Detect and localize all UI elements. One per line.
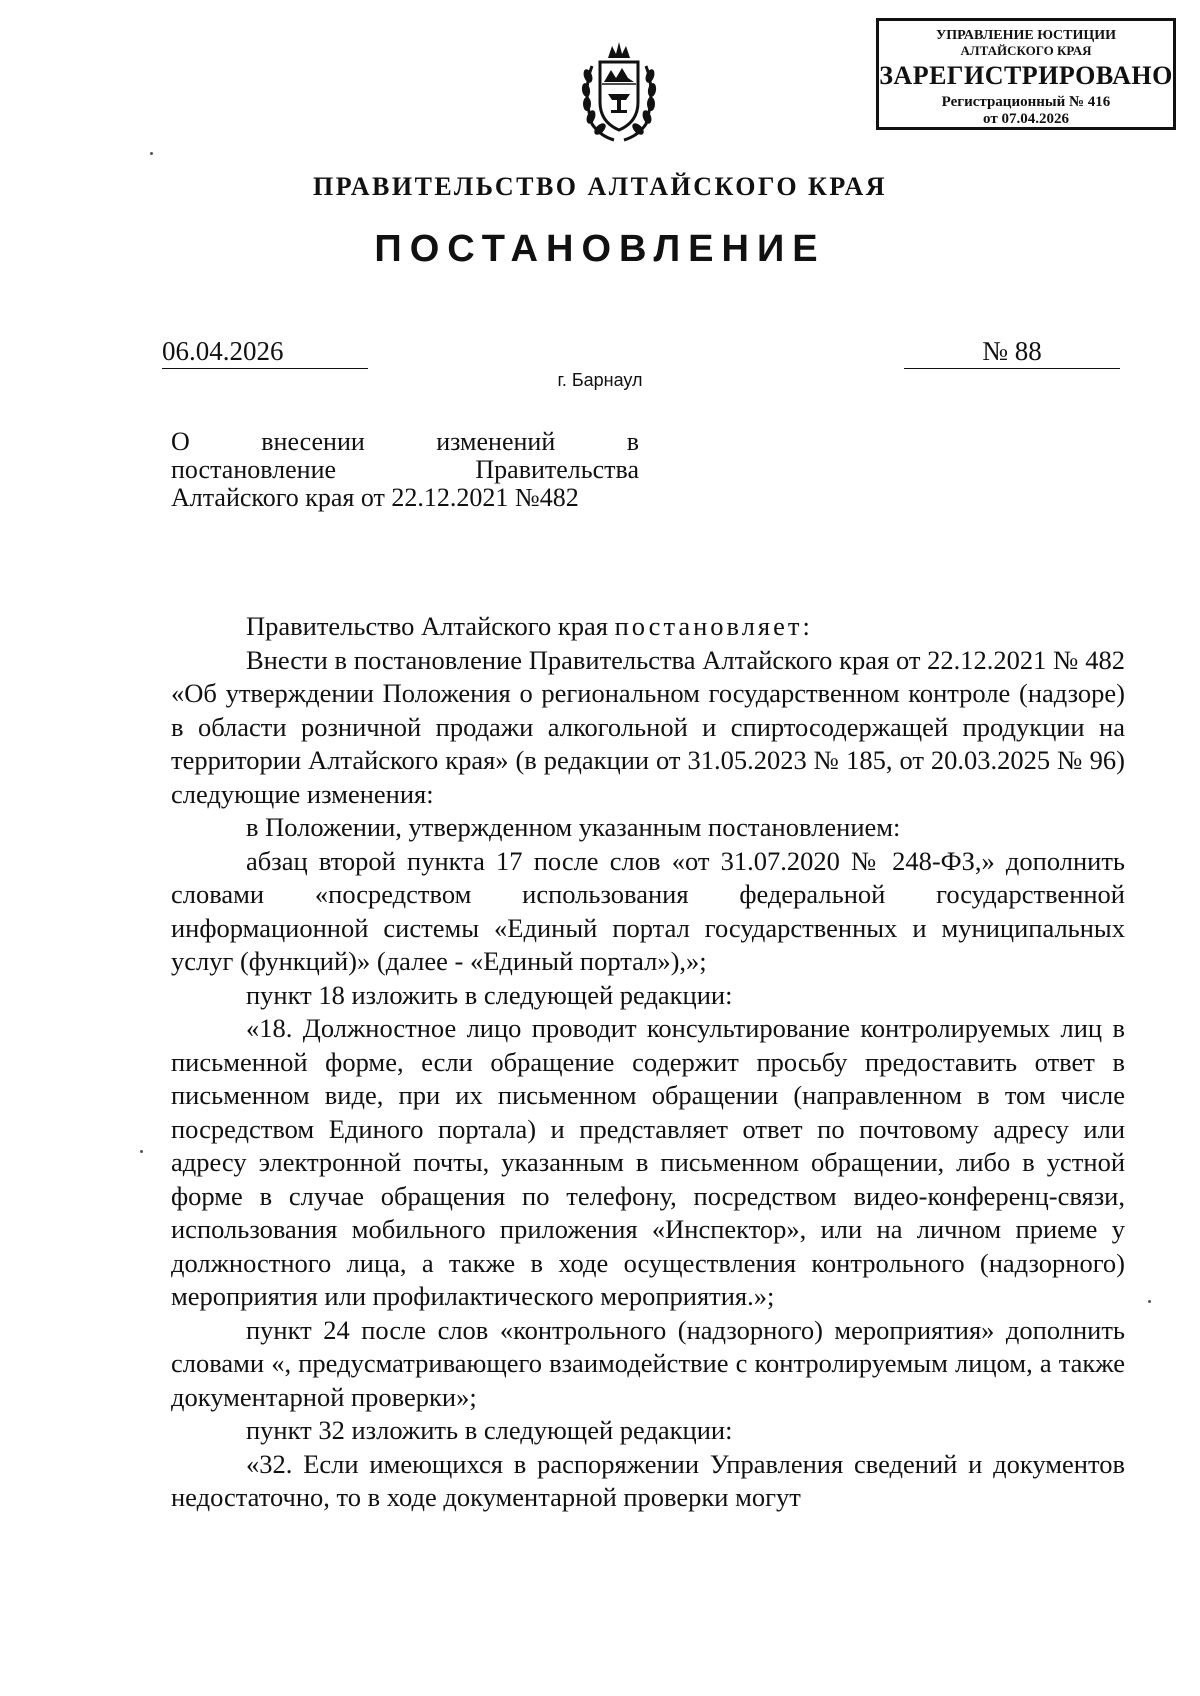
body-paragraph: в Положении, утвержденном указанным постановлением: xyxy=(246,812,901,842)
document-city: г. Барнаул xyxy=(557,370,643,390)
body-paragraph: пункт 32 изложить в следующей редакции: xyxy=(246,1415,733,1445)
body-paragraph: «32. Если имеющихся в распоряжении Управления сведений и документов недостаточно, то в ходе документарной проверки могут xyxy=(171,1448,1125,1512)
document-subject xyxy=(171,428,639,512)
body-paragraph: «18. Должностное лицо проводит консультирование контролируемых лиц в письменной форме, если обращение содержит просьбу предоставить ответ в письменном виде, при их письменном обращении (направленном в том числе посредством Единого портала) и представляет ответ по почтовому адресу или адресу электронной почты, указанным в письменном обращении, либо в устной форме в случае обращения по телефону, посредством видео-конференц-связи, использования мобильного приложения «Инспектор», или на личном приеме у должностного лица, а также в ходе осуществления контрольного (надзорного) мероприятия или профилактического мероприятия.»; xyxy=(171,1013,1125,1311)
stamp-reg-number: Регистрационный № 416 xyxy=(941,94,1111,110)
scan-speck xyxy=(140,1150,143,1153)
subject-line: Алтайского края от 22.12.2021 №482 xyxy=(171,483,579,512)
document-date: 06.04.2026 xyxy=(162,334,368,369)
document-body xyxy=(171,610,1125,1515)
body-paragraph xyxy=(171,610,1125,644)
subject-line: О внесении изменений в xyxy=(171,427,639,456)
coat-of-arms-emblem xyxy=(578,36,660,146)
document-number: № 88 xyxy=(904,334,1120,369)
subject-line: постановление Правительства xyxy=(171,455,639,484)
scan-speck xyxy=(1148,1300,1151,1303)
stamp-agency-line1: УПРАВЛЕНИЕ ЮСТИЦИИ xyxy=(936,28,1116,43)
stamp-reg-date: от 07.04.2026 xyxy=(983,111,1069,127)
body-paragraph: пункт 18 изложить в следующей редакции: xyxy=(246,979,733,1010)
body-paragraph: Внести в постановление Правительства Алтайского края от 22.12.2021 № 482 «Об утверждении Положения о региональном государственном контроле (надзоре) в области розничной продажи алкогольной и спиртосодержащей продукции на территории Алтайского края» (в редакции от 31.05.2023 № 185, от 20.03.2025 № 96) следующие изменения: xyxy=(171,644,1125,809)
body-paragraph: пункт 24 после слов «контрольного (надзорного) мероприятия» дополнить словами «, предусматривающего взаимодействие с контролируемым лицом, а также документарной проверки»; xyxy=(171,1314,1125,1412)
stamp-agency-line2: АЛТАЙСКОГО КРАЯ xyxy=(960,43,1092,58)
registration-stamp xyxy=(876,18,1176,130)
document-type-title: ПОСТАНОВЛЕНИЕ xyxy=(374,228,826,270)
scan-speck xyxy=(150,152,153,155)
body-resolves-verb: постановляет: xyxy=(614,611,813,641)
body-lead-text: Правительство Алтайского края xyxy=(246,611,615,641)
body-paragraph: абзац второй пункта 17 после слов «от 31.07.2020 № 248-ФЗ,» дополнить словами «посредством использования федеральной государственной информационной системы «Единый портал государственных и муниципальных услуг (функций)» (далее - «Единый портал»),»; xyxy=(171,845,1125,976)
stamp-status: ЗАРЕГИСТРИРОВАНО xyxy=(879,61,1173,90)
government-title: ПРАВИТЕЛЬСТВО АЛТАЙСКОГО КРАЯ xyxy=(312,172,888,201)
